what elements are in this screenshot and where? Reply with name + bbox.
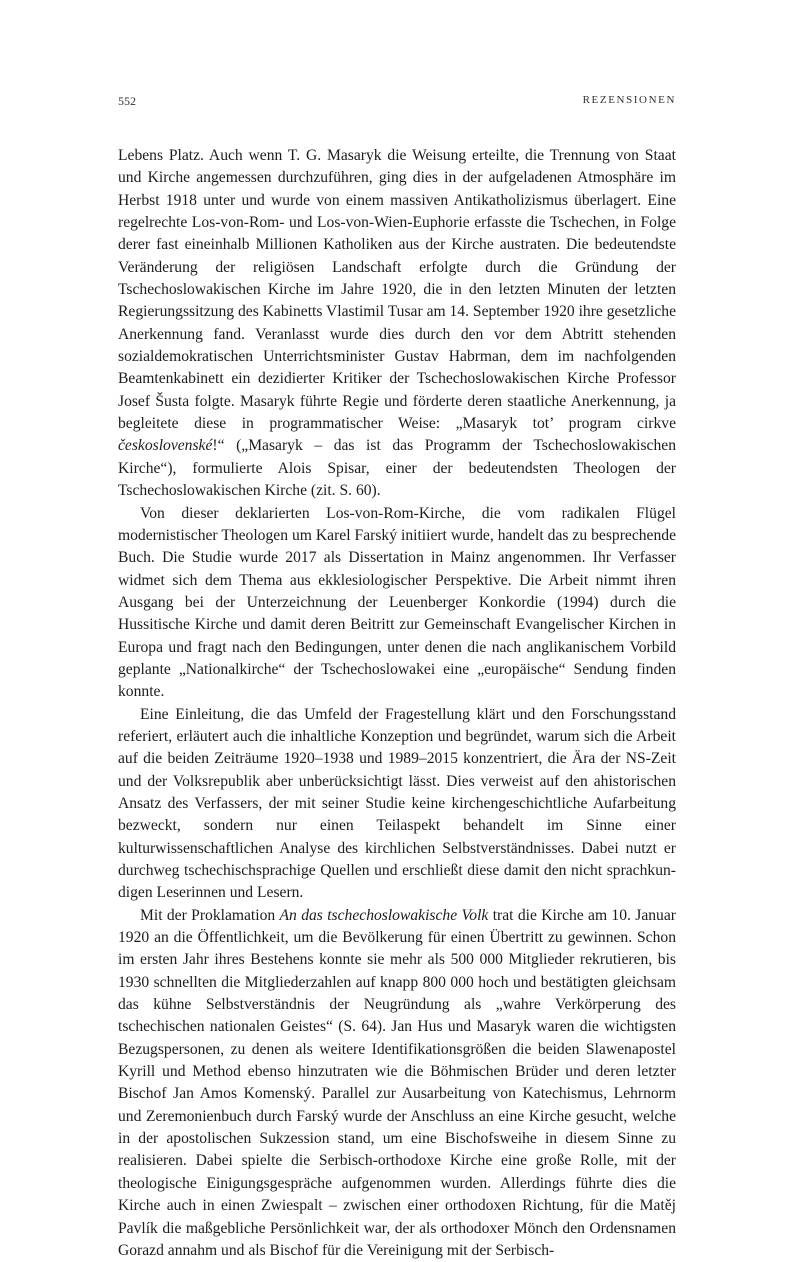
running-head	[118, 94, 676, 112]
running-head-section-title: REZENSIONEN	[582, 94, 676, 106]
italic-text: An das tschechoslowakische Volk	[279, 906, 489, 924]
paragraph-text: Eine Einleitung, die das Umfeld der Fragestellung klärt und den Forschungsstand referiert, erläutert auch die inhaltliche Konzeption und begründet, warum sich die Arbeit auf die beiden Zeiträume 1920–1938 und 1989–2015 konzentriert, die Ära der NS-Zeit und der Volksrepublik aber unberücksichtigt lässt. Dies verweist auf den ahistorischen Ansatz des Verfassers, der mit seiner Studie keine kirchengeschichtliche Aufarbeitung bezweckt, sondern nur einen Teilaspekt behandelt im Sinne einer kulturwissenschaftlichen Analyse des kirchlichen Selbstverständnisses. Dabei nutzt er durchweg tschechischsprachige Quellen und erschließt diese damit den nicht sprachkundigen Leserinnen und Lesern.	[118, 705, 676, 902]
paragraph-p1	[118, 145, 676, 503]
paragraph-text: Von dieser deklarierten Los-von-Rom-Kirche, die vom radikalen Flügel modernistischer Theologen um Karel Farský initiiert wurde, handelt das zu besprechende Buch. Die Studie wurde 2017 als Dissertation in Mainz angenommen. Ihr Verfasser widmet sich dem Thema aus ekklesiologischer Perspektive. Die Arbeit nimmt ihren Ausgang bei der Unterzeichnung der Leuenberger Konkordie (1994) durch die Hussitische Kirche und damit deren Beitritt zur Gemeinschaft Evangelischer Kirchen in Europa und fragt nach den Bedingungen, unter denen die nach anglikanischem Vorbild geplante „Nationalkirche“ der Tschechoslowakei eine „europäische“ Sendung finden konnte.	[118, 504, 676, 701]
paragraph-text: Lebens Platz. Auch wenn T. G. Masaryk die Weisung erteilte, die Trennung von Staat und Kirche angemessen durchzuführen, ging dies in der aufgeladenen Atmosphäre im Herbst 1918 unter und wurde von einem massiven Antikatholizismus überlagert. Eine regelrechte Los-von-Rom- und Los-von-Wien-Euphorie erfasste die Tschechen, in Folge derer fast eineinhalb Millionen Katholiken aus der Kirche austraten. Die bedeutendste Veränderung der religiösen Landschaft erfolgte durch die Gründung der Tschechoslowakischen Kirche im Jahre 1920, die in den letzten Minuten der letzten Regierungssitzung des Kabinetts Vlastimil Tusar am 14. September 1920 ihre gesetzliche Anerkennung fand. Veranlasst wurde dies durch den vor dem Abtritt stehenden sozialdemokratischen Unterrichtsminister Gustav Habrman, dem im nachfolgenden Beamtenkabinett ein dezidierter Kritiker der Tschechoslowakischen Kirche Professor Josef Šusta folgte. Masaryk führte Regie und förderte deren staatliche Anerkennung, ja begleitete diese in programmatischer Weise: „Masaryk tot’ program cirkve	[118, 147, 676, 433]
body-text	[118, 145, 676, 1262]
page-number: 552	[118, 94, 136, 108]
paragraph-p3	[118, 704, 676, 905]
paragraph-p4	[118, 905, 676, 1262]
paragraph-text: Mit der Proklamation	[140, 906, 280, 924]
italic-text: československé	[118, 437, 213, 455]
paragraph-text: trat die Kirche am 10. Januar 1920 an die Öffentlichkeit, um die Bevölkerung für einen Übertritt zu gewinnen. Schon im ersten Jahr ihres Bestehens konnte sie mehr als 500 000 Mitglieder rekrutieren, bis 1930 schnellten die Mitgliederzahlen auf knapp 800 000 hoch und bestätigten gleichsam das kühne Selbstverständnis der Neugründung als „wahre Verkörperung des tschechischen nationalen Geistes“ (S. 64). Jan Hus und Masaryk waren die wichtigsten Bezugspersonen, zu denen als weitere Identifikationsgrößen die beiden Slawenapostel Kyrill und Method ebenso hinzutraten wie die Böhmischen Brüder und deren letzter Bischof Jan Amos Komenský. Parallel zur Ausarbeitung von Katechismus, Lehrnorm und Zeremonienbuch durch Farský wurde der Anschluss an eine Kirche gesucht, welche in der apostolischen Sukzession stand, um eine Bischofsweihe in diesem Sinne zu realisieren. Dabei spielte die Serbisch-orthodoxe Kirche eine große Rolle, mit der theologische Einigungsgespräche aufgenommen wurden. Allerdings führte dies die Kirche auch in einen Zwiespalt – zwischen einer orthodoxen Richtung, für die Matěj Pavlík die maßgebliche Persönlichkeit war, der als orthodoxer Mönch den Ordensnamen Gorazd annahm und als Bischof für die Vereinigung mit der Serbisch-	[118, 906, 676, 1259]
paragraph-p2	[118, 503, 676, 704]
paragraph-text: !“ („Masaryk – das ist das Programm der Tschechoslowakischen Kirche“), formulierte Alois Spisar, einer der bedeutendsten Theologen der Tschechoslowakischen Kirche (zit. S. 60).	[118, 437, 676, 500]
